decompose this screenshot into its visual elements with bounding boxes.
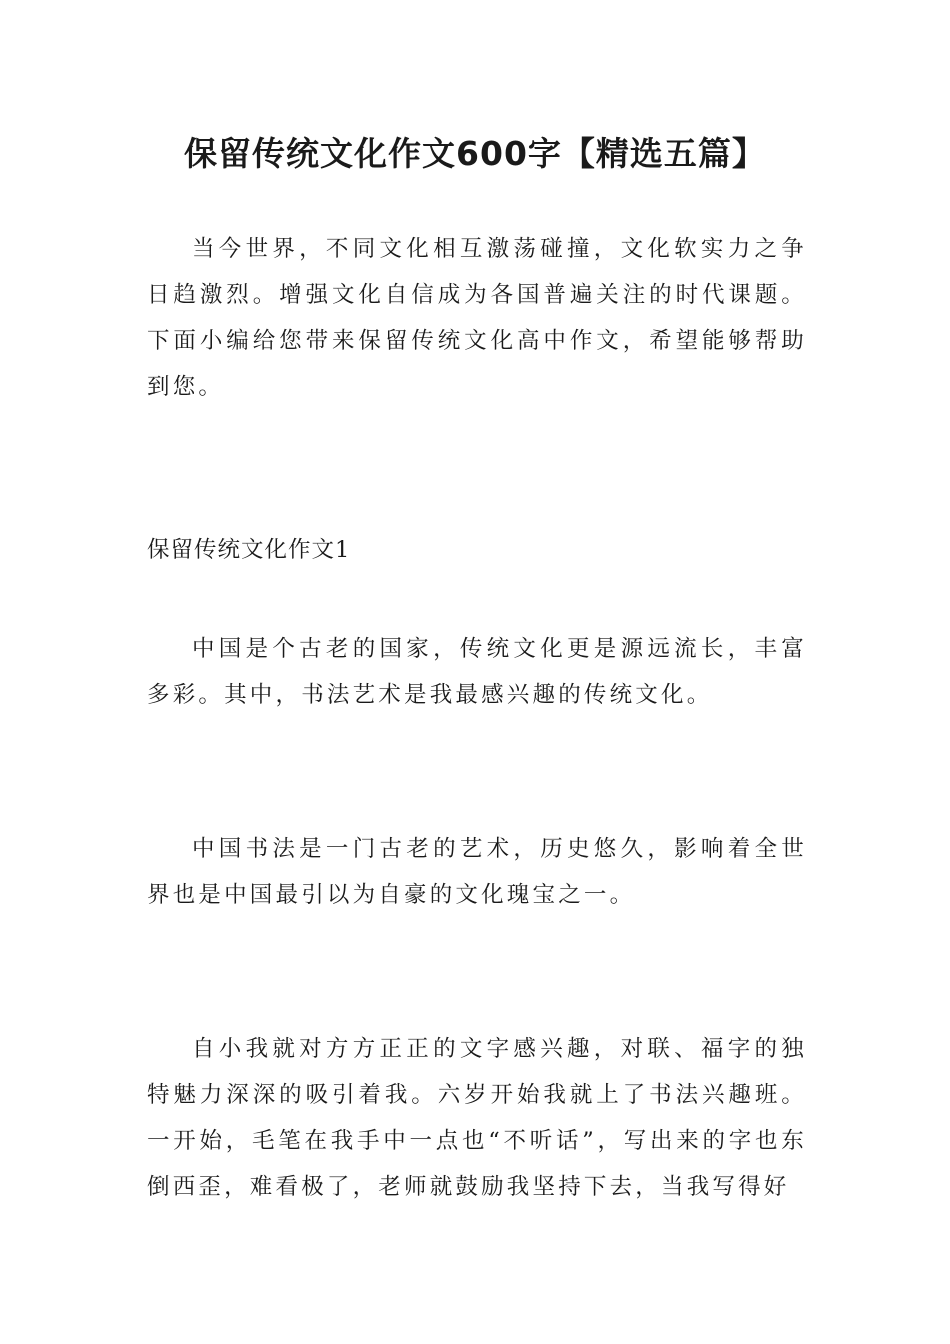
section-heading: 保留传统文化作文1 bbox=[147, 537, 351, 563]
body-paragraph-3: 自小我就对方方正正的文字感兴趣，对联、福字的独特魅力深深的吸引着我。六岁开始我就上了书法兴趣班。一开始，毛笔在我手中一点也“不听话”，写出来的字也东倒西歪，难看极了，老师就鼓励我坚持下去，当我写得好 bbox=[147, 1036, 807, 1200]
body-paragraph-1: 中国是个古老的国家，传统文化更是源远流长，丰富多彩。其中，书法艺术是我最感兴趣的传统文化。 bbox=[147, 636, 807, 708]
document-title: 保留传统文化作文600字【精选五篇】 bbox=[184, 134, 766, 173]
intro-paragraph: 当今世界，不同文化相互激荡碰撞，文化软实力之争日趋激烈。增强文化自信成为各国普遍关注的时代课题。下面小编给您带来保留传统文化高中作文，希望能够帮助到您。 bbox=[147, 236, 807, 400]
body-paragraph-2: 中国书法是一门古老的艺术，历史悠久，影响着全世界也是中国最引以为自豪的文化瑰宝之一。 bbox=[147, 836, 807, 908]
